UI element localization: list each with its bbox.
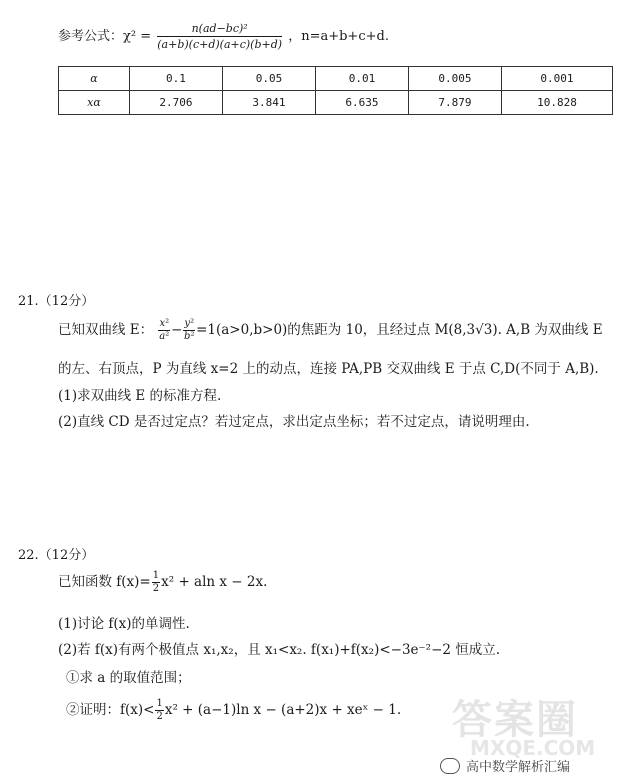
- table-cell: 0.1: [130, 67, 223, 91]
- table-row-alpha: [59, 67, 613, 91]
- q21-title: 21.（12分）: [18, 294, 95, 309]
- formula-numerator: n(ad−bc)²: [157, 22, 282, 37]
- table-cell: 6.635: [315, 91, 408, 115]
- watermark-logo: 答案圈: [452, 697, 578, 743]
- formula-prefix: 参考公式：χ² =: [58, 29, 156, 44]
- one-half-fraction: $\frac{1}{2}$: [156, 698, 163, 722]
- wechat-account-name: 高中数学解析汇编: [466, 760, 571, 775]
- q21-part1: (1)求双曲线 E 的标准方程.: [58, 388, 222, 404]
- one-half-fraction: $\frac{1}{2}$: [152, 570, 160, 594]
- q21-line1-start: 已知双曲线 E：: [58, 322, 154, 338]
- q22-part2: (2)若 f(x)有两个极值点 x₁,x₂，且 x₁<x₂. f(x₁)+f(x₂)<−3e⁻²−2 恒成立.: [58, 642, 501, 658]
- table-cell: 0.05: [222, 67, 315, 91]
- q21-line2: 的左、右顶点，P 为直线 x=2 上的动点，连接 PA,PB 交双曲线 E 于点 C,D(不同于 A,B).: [58, 361, 599, 377]
- hyperbola-x-fraction: $\frac{\text{x²}}{\text{a²}}$: [159, 318, 170, 342]
- table-cell: 2.706: [130, 91, 223, 115]
- row-label-x: xα: [59, 91, 130, 115]
- q22-sub2: [66, 698, 401, 723]
- table-cell: 0.005: [408, 67, 501, 91]
- q22-part1: (1)讨论 f(x)的单调性.: [58, 616, 190, 632]
- watermark-url: MXQE.COM: [470, 736, 596, 760]
- critical-value-table: [58, 66, 613, 115]
- reference-formula: [58, 22, 389, 51]
- table-cell: 10.828: [501, 91, 612, 115]
- q22-sub2-start: ②证明：f(x)<: [66, 702, 155, 718]
- wechat-icon: [440, 758, 460, 774]
- table-cell: 7.879: [408, 91, 501, 115]
- chi-square-fraction: [157, 22, 282, 51]
- q21-part2: (2)直线 CD 是否过定点？若过定点，求出定点坐标；若不过定点，请说明理由.: [58, 414, 530, 430]
- q21-line1: 已知双曲线 E： $\frac{\text{x²}}{\text{a²}}$ − $\frac{\text{y²}}{\text{b²}}$ =1(a>0,b>0)的焦距为 10，且经过点 M(8,3√3). A,B 为双曲线 E: [58, 318, 603, 342]
- table-row-x: [59, 91, 613, 115]
- q22-title: 22.（12分）: [18, 548, 95, 563]
- q22-line1-end: x² + aln x − 2x.: [161, 574, 268, 590]
- q22-line1: [58, 570, 267, 595]
- table-cell: 0.01: [315, 67, 408, 91]
- q22-line1-start: 已知函数 f(x)=: [58, 574, 151, 590]
- q21-line1-end: =1(a>0,b>0)的焦距为 10，且经过点 M(8,3√3). A,B 为双曲线 E: [196, 322, 603, 338]
- q22-sub1: ①求 a 的取值范围；: [66, 670, 191, 686]
- formula-suffix: ，n=a+b+c+d.: [288, 29, 389, 44]
- table-cell: 0.001: [501, 67, 612, 91]
- formula-denominator: (a+b)(c+d)(a+c)(b+d): [157, 38, 283, 51]
- hyperbola-y-fraction: $\frac{\text{y²}}{\text{b²}}$: [184, 318, 195, 342]
- row-label-alpha: α: [59, 67, 130, 91]
- q22-sub2-end: x² + (a−1)ln x − (a+2)x + xeˣ − 1.: [164, 702, 402, 718]
- wechat-credit: [440, 756, 570, 775]
- table-cell: 3.841: [222, 91, 315, 115]
